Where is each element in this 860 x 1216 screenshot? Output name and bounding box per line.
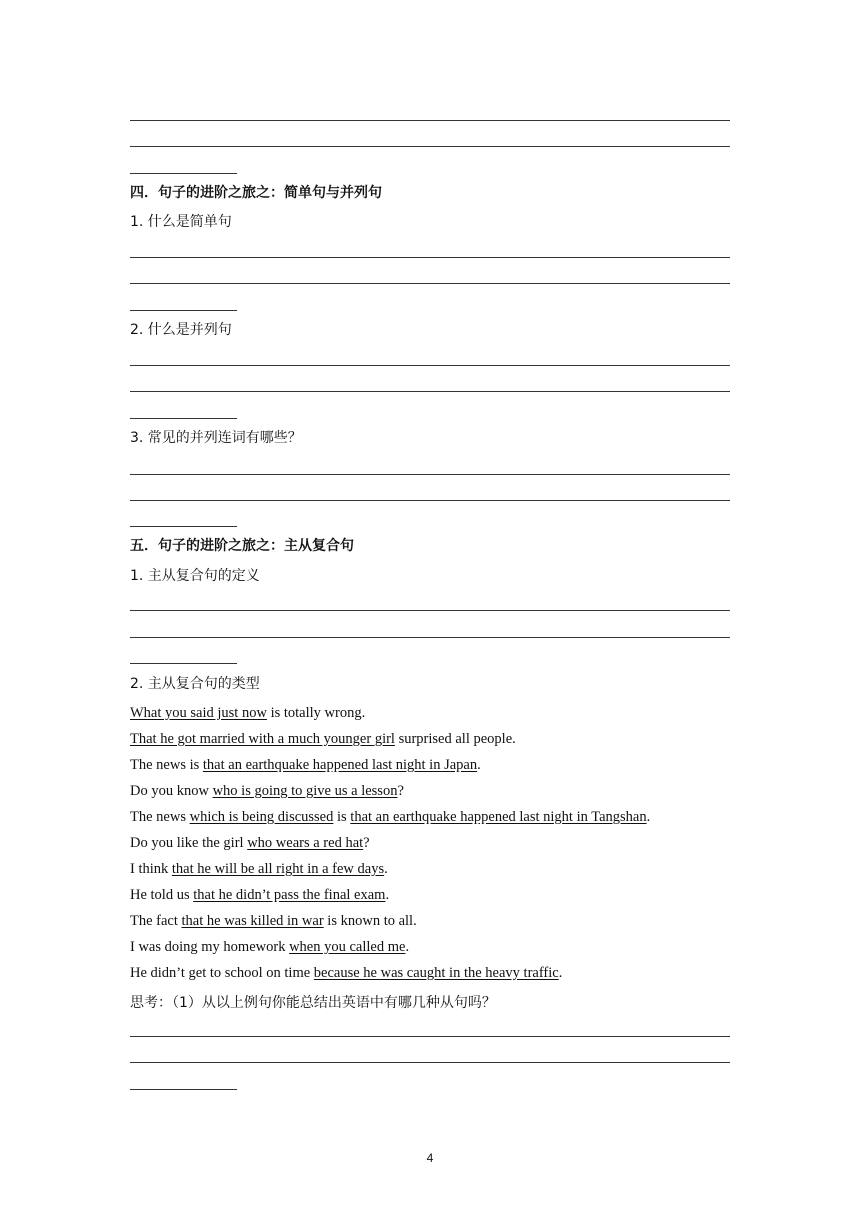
answer-line[interactable]: [130, 391, 730, 392]
answer-line[interactable]: [130, 146, 730, 147]
sentence-text: .: [384, 861, 388, 877]
question-label: 1. 主从复合句的定义: [130, 568, 260, 584]
sentence-text: .: [385, 887, 390, 903]
section-heading: 四．句子的进阶之旅之：简单句与并列句: [130, 185, 382, 201]
answer-line[interactable]: [130, 1036, 730, 1037]
answer-line[interactable]: [130, 173, 237, 174]
underlined-clause: because he was caught in the heavy traffic: [313, 965, 559, 981]
underlined-clause: that he will be all right in a few days: [171, 861, 385, 877]
sentence-text: The news is: [130, 757, 203, 773]
answer-line[interactable]: [130, 418, 237, 419]
sentence-text: is known to all.: [323, 913, 417, 929]
answer-line[interactable]: [130, 474, 730, 475]
underlined-clause: What you said just now: [130, 705, 267, 721]
answer-line[interactable]: [130, 610, 730, 611]
example-sentence: [130, 704, 365, 722]
page-number: 4: [426, 1151, 434, 1165]
answer-line[interactable]: [130, 1062, 730, 1063]
answer-line[interactable]: [130, 637, 730, 638]
sentence-text: .: [646, 809, 651, 825]
sentence-text: .: [477, 757, 481, 773]
think-question: 思考：（1）从以上例句你能总结出英语中有哪几种从句吗？: [130, 995, 496, 1011]
sentence-text: is: [333, 809, 351, 825]
sentence-text: is totally wrong.: [266, 705, 366, 721]
question-label: 1. 什么是简单句: [130, 214, 232, 230]
example-sentence: [130, 912, 417, 930]
example-sentence: [130, 756, 481, 774]
answer-line[interactable]: [130, 120, 730, 121]
underlined-clause: that he didn’t pass the final exam: [193, 887, 386, 903]
question-label: 2. 什么是并列句: [130, 322, 232, 338]
sentence-text: .: [558, 965, 563, 981]
answer-line[interactable]: [130, 283, 730, 284]
sentence-text: I was doing my homework: [130, 939, 290, 955]
section-heading: 五．句子的进阶之旅之：主从复合句: [130, 538, 354, 554]
sentence-text: He told us: [130, 887, 194, 903]
example-sentence: [130, 782, 404, 800]
sentence-text: ?: [363, 835, 370, 851]
answer-line[interactable]: [130, 500, 730, 501]
underlined-clause: that an earthquake happened last night in Tangshan: [350, 809, 647, 825]
sentence-text: The news: [130, 809, 190, 825]
underlined-clause: that an earthquake happened last night in Japan: [202, 757, 478, 773]
underlined-clause: who wears a red hat: [247, 835, 364, 851]
answer-line[interactable]: [130, 1089, 237, 1090]
example-sentence: [130, 808, 650, 826]
question-label: 2. 主从复合句的类型: [130, 676, 260, 692]
example-sentence: [130, 834, 370, 852]
underlined-clause: which is being discussed: [189, 809, 334, 825]
sentence-text: Do you like the girl: [130, 835, 248, 851]
underlined-clause: that he was killed in war: [181, 913, 324, 929]
example-sentence: [130, 964, 562, 982]
example-sentence: [130, 730, 516, 748]
underlined-clause: who is going to give us a lesson: [212, 783, 398, 799]
sentence-text: surprised all people.: [394, 731, 516, 747]
question-label: 3. 常见的并列连词有哪些？: [130, 430, 302, 446]
underlined-clause: That he got married with a much younger girl: [130, 731, 395, 747]
answer-line[interactable]: [130, 365, 730, 366]
answer-line[interactable]: [130, 663, 237, 664]
sentence-text: .: [405, 939, 410, 955]
answer-line[interactable]: [130, 310, 237, 311]
sentence-text: Do you know: [130, 783, 213, 799]
underlined-clause: when you called me: [289, 939, 406, 955]
sentence-text: He didn’t get to school on time: [130, 965, 314, 981]
sentence-text: I think: [130, 861, 172, 877]
answer-line[interactable]: [130, 526, 237, 527]
example-sentence: [130, 886, 389, 904]
sentence-text: The fact: [130, 913, 182, 929]
example-sentence: [130, 938, 409, 956]
example-sentence: [130, 860, 388, 878]
answer-line[interactable]: [130, 257, 730, 258]
sentence-text: ?: [397, 783, 404, 799]
